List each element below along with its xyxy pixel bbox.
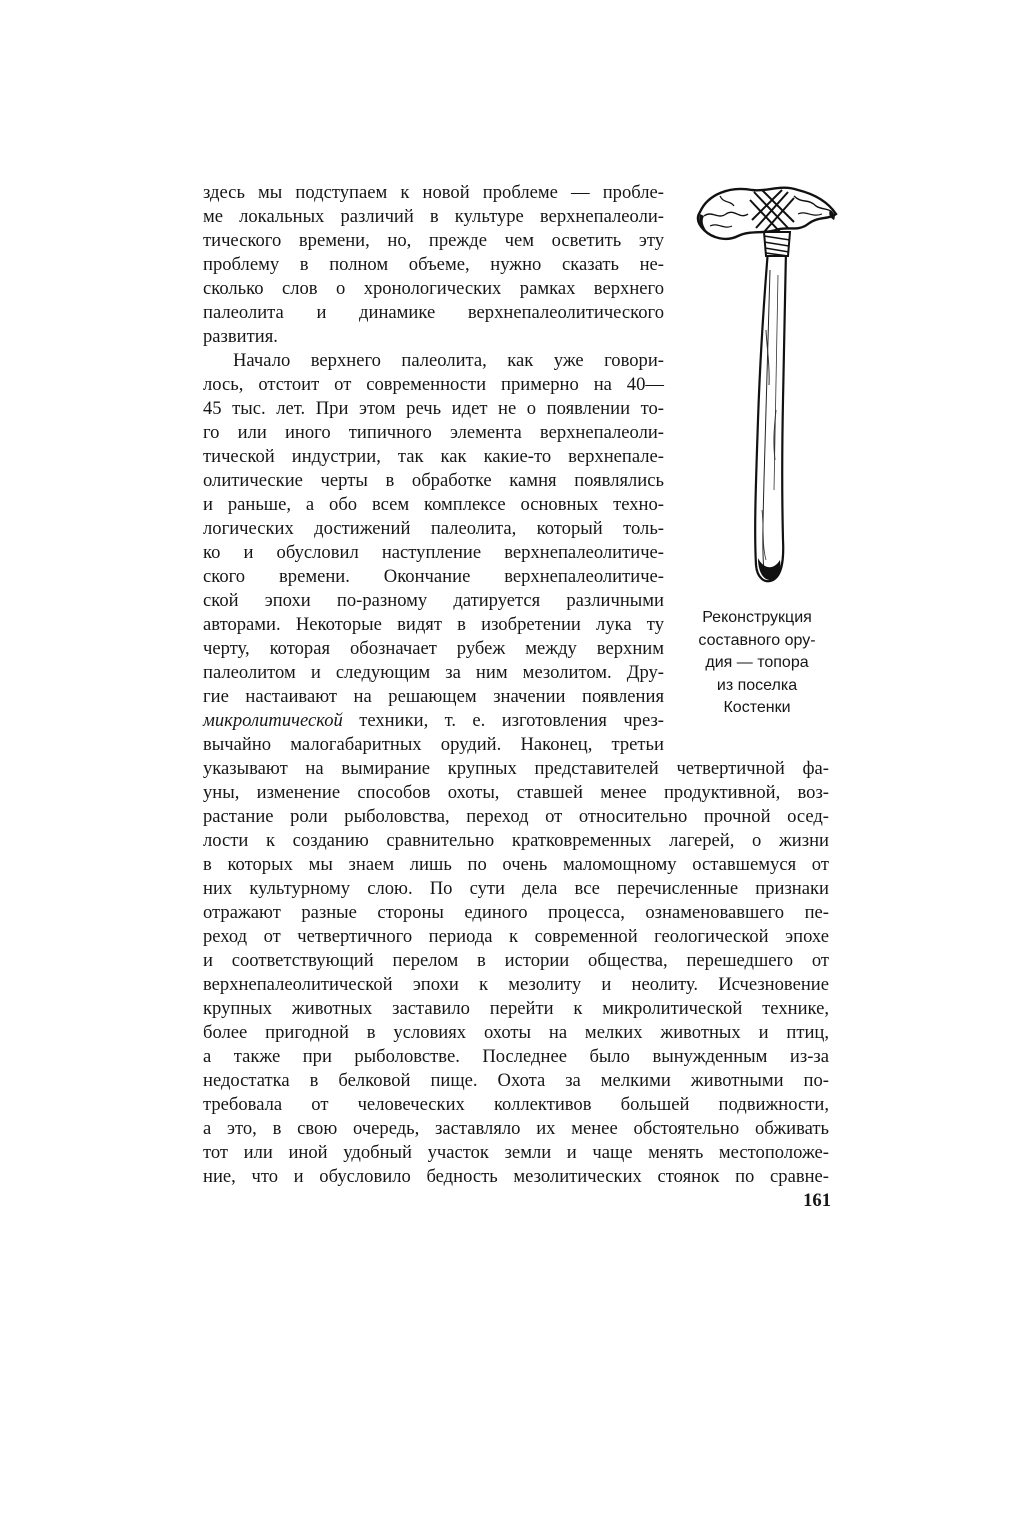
figure-caption — [690, 607, 824, 720]
text-line: го или иного типичного элемента верхнепалеоли- — [203, 422, 664, 443]
text-line: здесь мы подступаем к новой проблеме — пробле- — [203, 182, 664, 203]
text-line: крупных животных заставило перейти к микролитической технике, — [203, 998, 829, 1019]
italic-term: микролитической — [203, 710, 343, 731]
text-line: 45 тыс. лет. При этом речь идет не о появлении то- — [203, 398, 664, 419]
caption-line: составного ору- — [698, 631, 816, 649]
text-line: более пригодной в условиях охоты на мелких животных и птиц, — [203, 1022, 829, 1043]
text-line: тической индустрии, так как какие-то верхнепале- — [203, 446, 664, 467]
text-line: ние, что и обусловило бедность мезолитических стоянок по сравне- — [203, 1166, 829, 1187]
caption-line: Реконструкция — [702, 609, 812, 626]
text-line: тического времени, но, прежде чем осветить эту — [203, 230, 664, 251]
text-line: проблему в полном объеме, нужно сказать не- — [203, 254, 664, 275]
text-line: верхнепалеолитической эпохи к мезолиту и неолиту. Исчезновение — [203, 974, 829, 995]
text-line: ко и обусловил наступление верхнепалеолитиче- — [203, 542, 664, 563]
caption-line: из поселка — [716, 676, 798, 694]
text-line: олитические черты в обработке камня появлялись — [203, 470, 664, 491]
text-line: лось, отстоит от современности примерно на 40— — [203, 374, 664, 395]
text-line: ме локальных различий в культуре верхнепалеоли- — [203, 206, 664, 227]
text-line: ского времени. Окончание верхнепалеолитиче- — [203, 566, 664, 587]
text-line: и раньше, а обо всем комплексе основных техно- — [203, 494, 664, 515]
text-line: реход от четвертичного периода к современной геологической эпохе — [203, 926, 829, 947]
text-line: них культурному слою. По сути дела все перечисленные признаки — [203, 878, 829, 899]
text-line: уны, изменение способов охоты, ставшей менее продуктивной, воз- — [203, 782, 829, 803]
text-line: отражают разные стороны единого процесса, ознаменовавшего пе- — [203, 902, 829, 923]
text-line: вычайно малогабаритных орудий. Наконец, третьи — [203, 734, 664, 755]
text-line: ской эпохи по-разному датируется различными — [203, 590, 664, 611]
page-number: 161 — [803, 1190, 831, 1211]
stone-axe-illustration-icon — [690, 180, 840, 600]
text-line: тот или иной удобный участок земли и чаще менять местоположе- — [203, 1142, 829, 1163]
text-line: палеолитом и следующим за ним мезолитом. Дру- — [203, 662, 664, 683]
text-line: палеолита и динамике верхнепалеолитического — [203, 302, 664, 323]
caption-line: дия — топора — [705, 654, 809, 671]
caption-line: Костенки — [723, 699, 791, 716]
text-line: недостатка в белковой пище. Охота за мелкими животными по- — [203, 1070, 829, 1091]
text-fragment: техники, т. е. изготовления чрез- — [342, 710, 664, 731]
text-line: развития. — [203, 326, 278, 347]
text-line: требовала от человеческих коллективов большей подвижности, — [203, 1094, 829, 1115]
text-line: гие настаивают на решающем значении появления — [203, 686, 664, 707]
text-line: лости к созданию сравнительно кратковременных лагерей, о жизни — [203, 830, 829, 851]
text-line: и соответствующий перелом в истории общества, перешедшего от — [203, 950, 829, 971]
text-line: указывают на вымирание крупных представителей четвертичной фа- — [203, 758, 829, 779]
text-line: а также при рыболовстве. Последнее было вынужденным из-за — [203, 1046, 829, 1067]
text-line: растание роли рыболовства, переход от относительно прочной осед- — [203, 806, 829, 827]
text-line: логических достижений палеолита, который толь- — [203, 518, 664, 539]
text-line: в которых мы знаем лишь по очень маломощному оставшемуся от — [203, 854, 829, 875]
text-line: Начало верхнего палеолита, как уже говори- — [233, 350, 664, 371]
text-line: черту, которая обозначает рубеж между верхним — [203, 638, 664, 659]
text-line: сколько слов о хронологических рамках верхнего — [203, 278, 664, 299]
text-line: авторами. Некоторые видят в изобретении лука ту — [203, 614, 664, 635]
text-line: а это, в свою очередь, заставляло их менее обстоятельно обживать — [203, 1118, 829, 1139]
text-line-with-italic — [203, 708, 664, 734]
